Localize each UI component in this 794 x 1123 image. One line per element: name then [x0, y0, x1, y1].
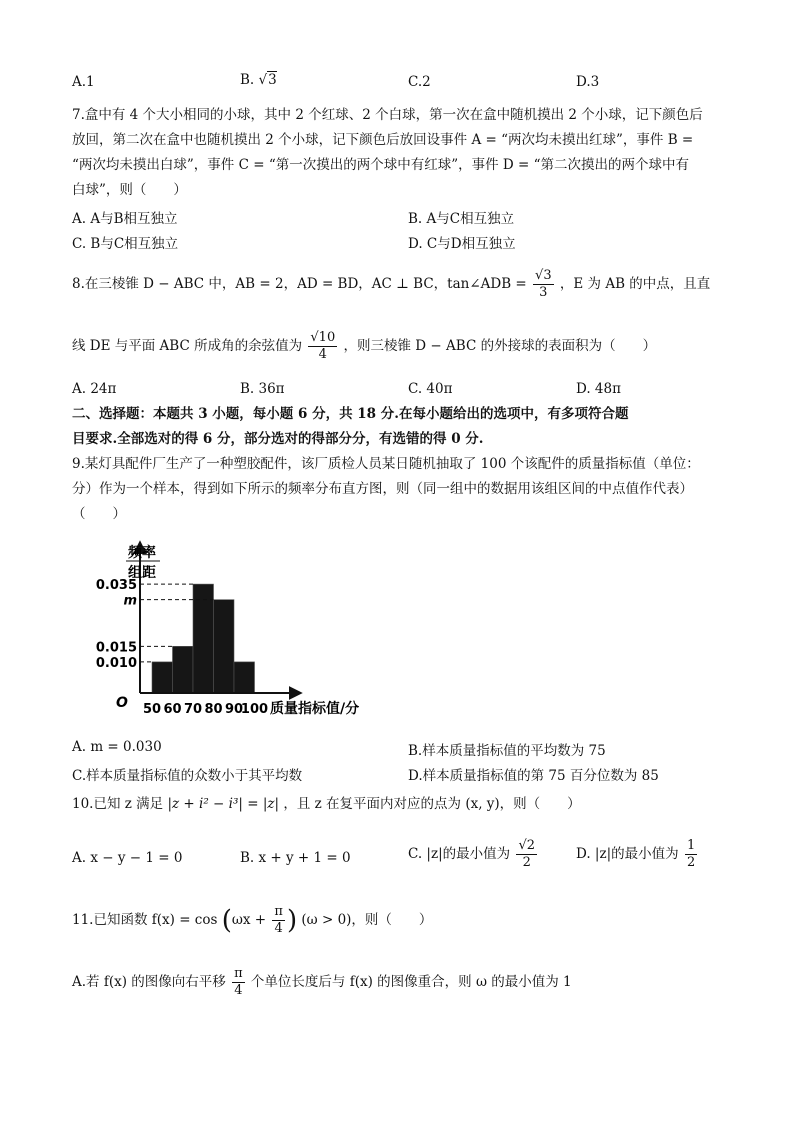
q9-option-c: C.样本质量指标值的众数小于其平均数	[72, 768, 303, 784]
q8-line-2	[72, 326, 656, 366]
q11-line-1-post: (ω > 0)，则（ ）	[301, 912, 433, 928]
q10-option-c-fraction	[516, 838, 537, 871]
q9-option-a: A. m = 0.030	[72, 739, 162, 755]
q10-option-c	[408, 838, 539, 871]
y-tick-label: m	[123, 593, 137, 609]
q11-option-a-numerator: π	[234, 966, 243, 981]
q7-line-4: 白球”，则（ ）	[72, 182, 187, 198]
histogram-bar	[193, 584, 214, 693]
q8-tan-denominator: 3	[539, 285, 548, 300]
q10-condition: |z + i² − i³| = |z|	[167, 796, 280, 812]
q8-line-2-pre: 线 DE 与平面 ABC 所成角的余弦值为	[72, 338, 303, 354]
q8-option-d: D. 48π	[576, 381, 621, 397]
histogram-bar	[234, 662, 255, 693]
q10-option-a: A. x − y − 1 = 0	[72, 850, 183, 866]
q8-option-c: C. 40π	[408, 381, 453, 397]
y-tick-labels	[96, 578, 137, 671]
q8-line-1-pre: 8.在三棱锥 D − ABC 中，AB = 2，AD = BD，AC ⊥ BC，tan∠ADB =	[72, 276, 527, 292]
q10-option-c-pre: C. |z|的最小值为	[408, 846, 511, 862]
q11-arg-pre: ωx +	[231, 912, 267, 928]
histogram-bar	[173, 646, 194, 693]
q8-option-b: B. 36π	[240, 381, 285, 397]
q9-line-2: 分）作为一个样本，得到如下所示的频率分布直方图，则（同一组中的数据用该组区间的中点值作代表）	[72, 481, 693, 497]
q10-option-d-denominator: 2	[686, 855, 696, 870]
q6-option-d: D.3	[576, 74, 600, 90]
q10-option-c-denominator: 2	[522, 855, 531, 870]
y-tick-label: 0.015	[95, 640, 137, 656]
q10-line-1	[72, 793, 581, 815]
frequency-histogram	[95, 535, 400, 725]
q8-tan-fraction	[533, 268, 554, 301]
q10-line-1-post: ，且 z 在复平面内对应的点为 (x, y)，则（ ）	[283, 796, 581, 812]
q6-option-a: A.1	[72, 74, 95, 90]
sqrt-symbol: √	[258, 72, 268, 88]
q11-line-1-pre: 11.已知函数 f(x) = cos	[72, 912, 218, 928]
q6-option-b-prefix: B.	[240, 72, 255, 88]
q8-option-a: A. 24π	[72, 381, 117, 397]
q8-cos-numerator: √10	[310, 330, 336, 345]
y-tick-label: 0.010	[95, 655, 137, 671]
q11-arg-denominator: 4	[274, 921, 283, 936]
x-tick-labels	[143, 702, 268, 717]
q11-arg-fraction	[272, 904, 285, 937]
q7-line-3: “两次均未摸出白球”，事件 C = “第一次摸出的两个球中有红球”，事件 D = “第二次摸出的两个球中有	[72, 157, 690, 173]
q7-option-a: A. A与B相互独立	[72, 211, 178, 227]
q8-cos-denominator: 4	[318, 347, 327, 362]
q10-option-d	[576, 838, 699, 871]
q10-line-1-pre: 10.已知 z 满足	[72, 796, 164, 812]
x-tick-label: 70	[183, 702, 203, 717]
x-tick-label: 50	[142, 702, 162, 717]
histogram-bar	[152, 662, 173, 693]
x-tick-label: 100	[240, 702, 269, 717]
q11-option-a-fraction	[232, 966, 245, 999]
q11-right-paren: )	[286, 905, 298, 936]
x-tick-label: 80	[204, 702, 223, 717]
q8-tan-numerator: √3	[535, 268, 552, 283]
q11-option-a-denominator: 4	[234, 983, 243, 998]
section-2-line-1: 二、选择题：本题共 3 小题，每小题 6 分，共 18 分.在每小题给出的选项中，有多项符合题	[72, 406, 629, 422]
q11-line-1	[72, 900, 432, 941]
section-2-line-2: 目要求.全部选对的得 6 分，部分选对的得部分分，有选错的得 0 分.	[72, 431, 484, 447]
q10-option-d-numerator: 1	[686, 838, 696, 853]
x-tick-label: 60	[163, 702, 182, 717]
x-tick-label: 90	[224, 702, 244, 717]
q9-option-d: D.样本质量指标值的第 75 百分位数为 85	[408, 768, 659, 784]
x-axis-label: 质量指标值/分	[270, 701, 360, 717]
q11-option-a	[72, 962, 572, 1002]
q6-option-b-radicand: 3	[268, 72, 277, 88]
q8-cos-fraction	[308, 330, 337, 363]
q9-line-1: 9.某灯具配件厂生产了一种塑胶配件，该厂质检人员某日随机抽取了 100 个该配件的质量指标值（单位：	[72, 456, 700, 472]
q10-option-d-fraction	[685, 838, 697, 871]
q11-left-paren: (	[221, 905, 232, 936]
q11-arg-numerator: π	[274, 904, 283, 919]
q8-line-1-post: ，E 为 AB 的中点，且直	[559, 276, 711, 292]
y-label-top: 频率	[128, 545, 156, 561]
q6-option-b	[240, 72, 277, 88]
q9-line-3: （ ）	[72, 506, 126, 522]
q11-option-a-post: 个单位长度后与 f(x) 的图像重合，则 ω 的最小值为 1	[250, 974, 572, 990]
q7-option-d: D. C与D相互独立	[408, 236, 516, 252]
q8-line-2-post: ，则三棱锥 D − ABC 的外接球的表面积为（ ）	[343, 338, 657, 354]
histogram-bar	[214, 600, 235, 693]
q7-line-1: 7.盒中有 4 个大小相同的小球，其中 2 个红球、2 个白球，第一次在盒中随机摸出 2 个小球，记下颜色后	[72, 107, 703, 123]
q7-option-b: B. A与C相互独立	[408, 211, 515, 227]
q10-option-c-numerator: √2	[518, 838, 535, 853]
origin-label: O	[116, 695, 128, 711]
q10-option-b: B. x + y + 1 = 0	[240, 850, 351, 866]
q9-option-b: B.样本质量指标值的平均数为 75	[408, 743, 606, 759]
q7-line-2: 放回，第二次在盒中也随机摸出 2 个小球，记下颜色后放回设事件 A = “两次均未摸出红球”，事件 B =	[72, 132, 694, 148]
q7-option-c: C. B与C相互独立	[72, 236, 179, 252]
y-label-bottom: 组距	[128, 565, 156, 581]
q11-option-a-pre: A.若 f(x) 的图像向右平移	[72, 974, 226, 990]
histogram-bars	[152, 584, 255, 693]
y-tick-label: 0.035	[95, 578, 137, 594]
q6-option-c: C.2	[408, 74, 431, 90]
q8-line-1	[72, 264, 710, 304]
q10-option-d-pre: D. |z|的最小值为	[576, 846, 679, 862]
